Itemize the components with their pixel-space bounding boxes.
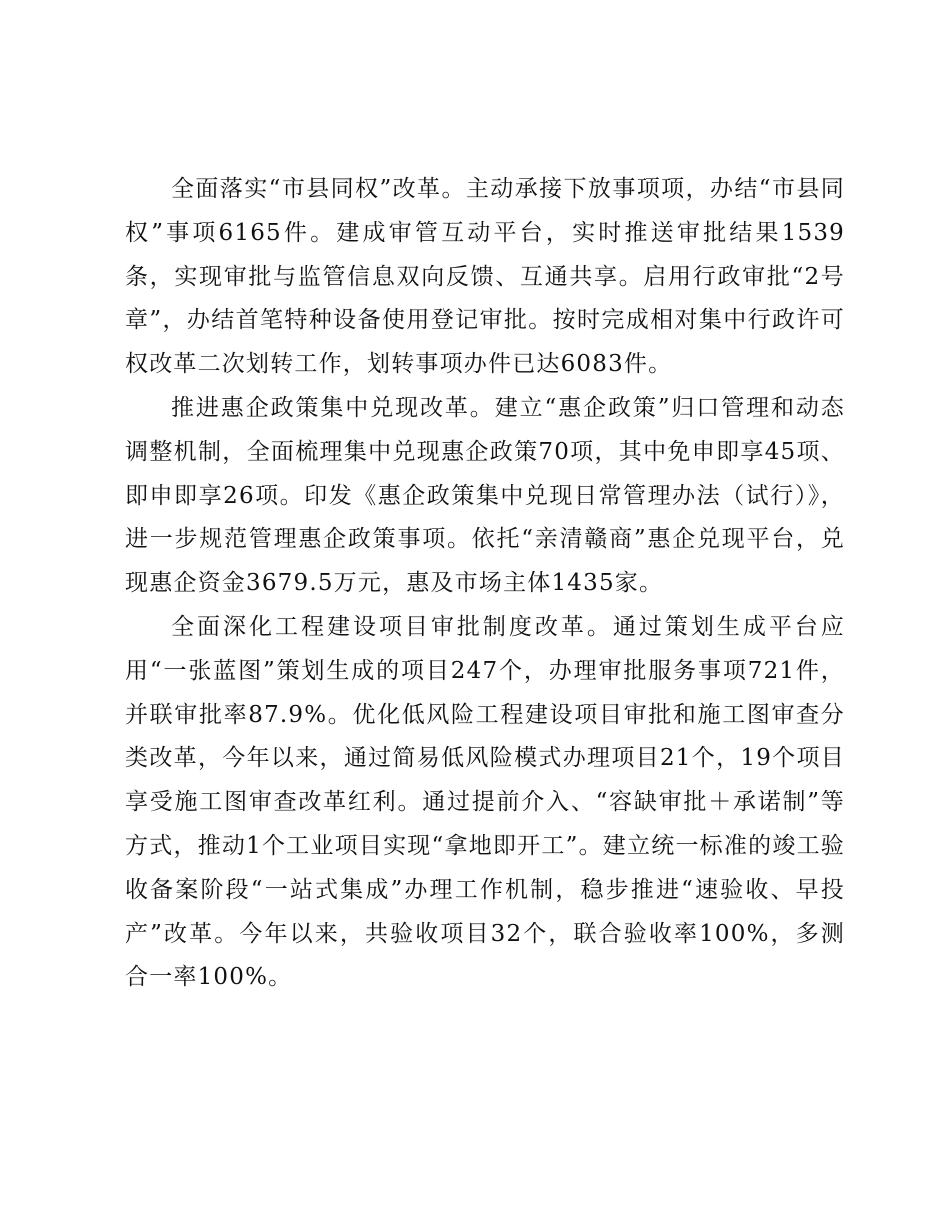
- paragraph-enterprise-policy: 推进惠企政策集中兑现改革。建立“惠企政策”归口管理和动态调整机制，全面梳理集中兑现惠企政策70项，其中免申即享45项、即申即享26项。印发《惠企政策集中兑现日常管理办法（试行）》，进一步规范管理惠企政策事项。依托“亲清赣商”惠企兑现平台，兑现惠企资金3679.5万元，惠及市场主体1435家。: [125, 394, 845, 597]
- paragraph-city-county-equal-rights: 全面落实“市县同权”改革。主动承接下放事项项，办结“市县同权”事项6165件。建成审管互动平台，实时推送审批结果1539条，实现审批与监管信息双向反馈、互通共享。启用行政审批“2号章”，办结首笔特种设备使用登记审批。按时完成相对集中行政许可权改革二次划转工作，划转事项办件已达6083件。: [125, 176, 845, 378]
- paragraph-project-approval-reform: 全面深化工程建设项目审批制度改革。通过策划生成平台应用“一张蓝图”策划生成的项目247个，办理审批服务事项721件，并联审批率87.9%。优化低风险工程建设项目审批和施工图审查分类改革，今年以来，通过简易低风险模式办理项目21个，19个项目享受施工图审查改革红利。通过提前介入、“容缺审批＋承诺制”等方式，推动1个工业项目实现“拿地即开工”。建立统一标准的竣工验收备案阶段“一站式集成”办理工作机制，稳步推进“速验收、早投产”改革。今年以来，共验收项目32个，联合验收率100%，多测合一率100%。: [125, 613, 845, 991]
- document-body: [125, 168, 845, 1000]
